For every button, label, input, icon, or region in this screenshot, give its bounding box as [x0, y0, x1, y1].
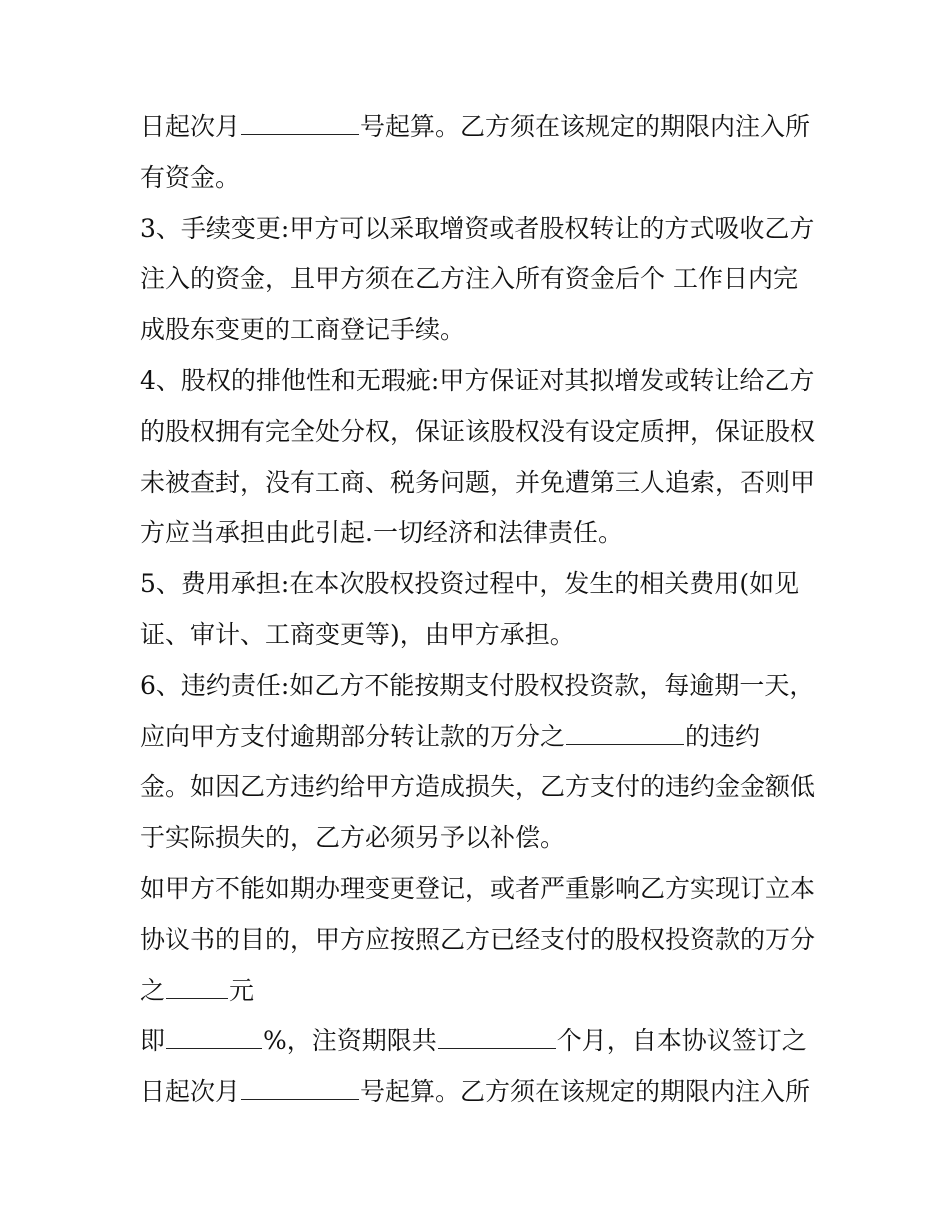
text-line: [140, 1067, 820, 1118]
text-line: [140, 102, 820, 153]
text-line: 成股东变更的工商登记手续。: [140, 315, 466, 345]
text-line: 协议书的目的，甲方应按照乙方已经支付的股权投资款的万分: [140, 924, 816, 954]
text-segment: 个月，自本协议签订之: [556, 1026, 807, 1056]
text-line: 有资金。: [140, 162, 241, 192]
text-line: 未被查封，没有工商、税务问题，并免遭第三人追索，否则甲: [140, 467, 816, 497]
fill-in-blank: [566, 724, 684, 745]
text-segment: 日起次月: [140, 112, 241, 141]
text-line: [140, 712, 820, 763]
clause-3-heading-line: 3、手续变更:甲方可以采取增资或者股权转让的方式吸收乙方: [140, 213, 815, 243]
text-line: [140, 1016, 820, 1067]
text-line: 方应当承担由此引起.一切经济和法律责任。: [140, 518, 623, 548]
fill-in-blank: [166, 1028, 262, 1049]
text-segment: %，注资期限共: [263, 1026, 437, 1056]
text-line: 金。如因乙方违约给甲方造成损失，乙方支付的违约金金额低: [140, 772, 816, 802]
text-segment: 的违约: [685, 721, 761, 751]
text-segment: 之: [140, 975, 166, 1005]
clause-6-heading-line: 6、违约责任:如乙方不能按期支付股权投资款，每逾期一天，: [140, 670, 815, 700]
fill-in-blank: [166, 978, 228, 999]
document-page: [140, 102, 820, 1118]
text-segment: 应向甲方支付逾期部分转让款的万分之: [140, 721, 566, 751]
clause-4-heading-line: 4、股权的排他性和无瑕疵:甲方保证对其拟增发或转让给乙方: [140, 365, 815, 395]
clause-5-heading-line: 5、费用承担:在本次股权投资过程中，发生的相关费用(如见: [140, 569, 800, 599]
text-line: 于实际损失的，乙方必须另予以补偿。: [140, 823, 566, 853]
text-segment: 即: [140, 1026, 166, 1056]
fill-in-blank: [241, 1079, 359, 1100]
fill-in-blank: [438, 1028, 556, 1049]
fill-in-blank: [241, 114, 359, 135]
text-line: 的股权拥有完全处分权，保证该股权没有设定质押，保证股权: [140, 416, 816, 446]
text-segment: 日起次月: [140, 1077, 241, 1107]
text-line: 证、审计、工商变更等)，由甲方承担。: [140, 619, 575, 649]
text-line: 如甲方不能如期办理变更登记，或者严重影响乙方实现订立本: [140, 873, 816, 903]
text-segment: 号起算。乙方须在该规定的期限内注入所: [360, 112, 811, 141]
text-line: 注入的资金，且甲方须在乙方注入所有资金后个 工作日内完: [140, 264, 798, 294]
text-line: [140, 966, 820, 1017]
text-segment: 号起算。乙方须在该规定的期限内注入所: [360, 1077, 811, 1107]
text-segment: 元: [229, 975, 255, 1005]
